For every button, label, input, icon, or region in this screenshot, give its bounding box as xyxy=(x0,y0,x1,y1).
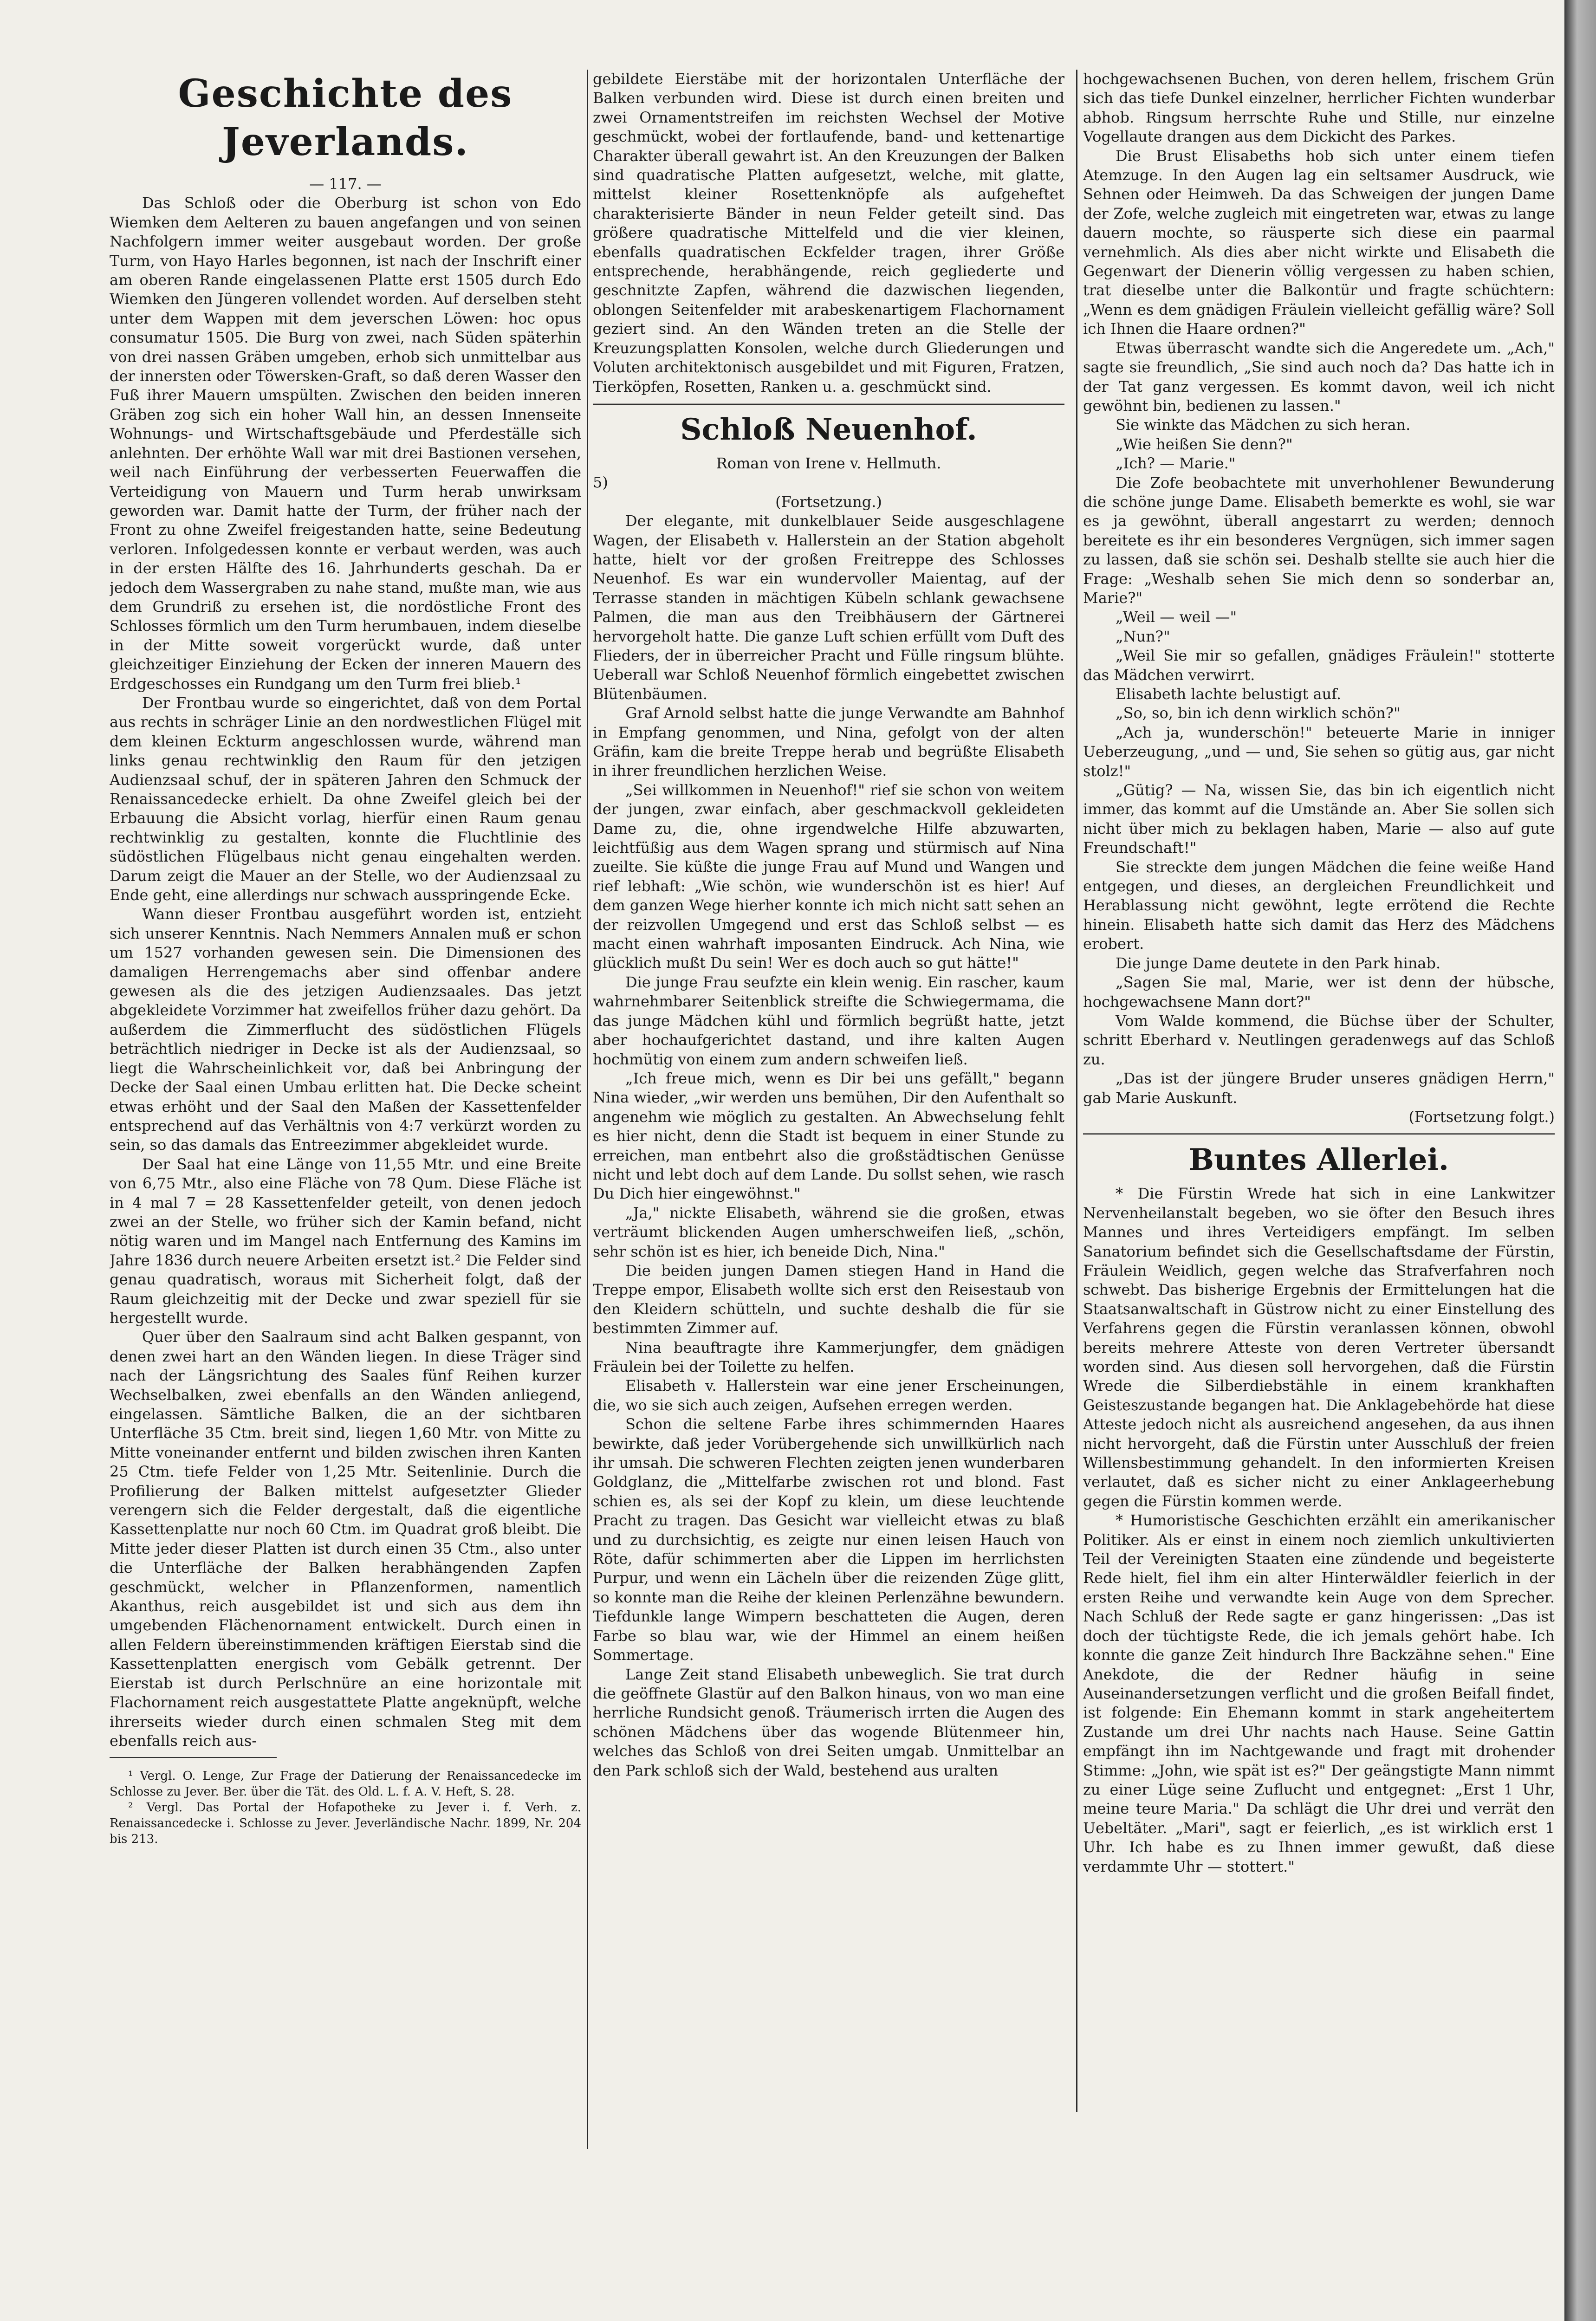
paragraph: Sie winkte das Mädchen zu sich heran. xyxy=(1116,416,1411,434)
footnote: ² Vergl. Das Portal der Hofapotheke zu Jever i. f. Verh. z. Renaissancedecke i. Schlosse zu Jever. Jeverländische Nachr. 1899, Nr. 204 bis 213. xyxy=(110,1801,581,1847)
paragraph: Etwas überrascht wandte sich die Angeredete um. „Ach," sagte sie freundlich, „Sie sind auch noch da? Das hatte ich in der Tat ganz vergessen. Es kommt davon, weil ich nicht gewöhnt bin, bedienen zu lassen." xyxy=(1083,339,1555,415)
paragraph: Das Schloß oder die Oberburg ist schon von Edo Wiemken dem Aelteren zu bauen angefangen und von seinen Nachfolgern immer weiter ausgebaut worden. Der große Turm, von Hayo Harles begonnen, ist nach der Inschrift einer am oberen Rande eingelassenen Platte erst 1505 durch Edo Wiemken den Jüngeren vollendet worden. Auf derselben steht unter dem Wappen mit dem jeverschen Löwen: hoc opus consumatur 1505. Die Burg von zwei, nach Süden späterhin von drei nassen Gräben umgeben, erhob sich unmittelbar aus der innersten oder Töwersken-Graft, so daß deren Wasser den Fuß ihrer Mauern umspülten. Zwischen den beiden inneren Gräben zog sich ein hoher Wall hin, an dessen Innenseite Wohnungs- und Wirtschaftsgebäude und Pferdeställe sich anlehnten. Der erhöhte Wall war mit drei Bastionen versehen, weil nach Einführung der verbesserten Feuerwaffen die Verteidigung von Mauern und Turm herab unwirksam geworden war. Damit hatte der Turm, der früher nach der Front zu ohne Zweifel freigestanden hatte, seine Bedeutung verloren. Infolgedessen konnte er verbaut werden, was auch in der ersten Hälfte des 16. Jahrhunderts geschah. Da er jedoch dem Wassergraben zu nahe stand, mußte man, wie aus dem Grundriß zu ersehen ist, die nordöstliche Front des Schlosses förmlich um den Turm herumbauen, indem dieselbe in der Mitte soweit vorgerückt wurde, daß unter gleichzeitiger Einziehung der Ecken der inneren Mauern des Erdgeschosses ein Rundgang um den Turm frei blieb.¹ xyxy=(110,194,581,693)
news-item: * Die Fürstin Wrede hat sich in eine Lankwitzer Nervenheilanstalt begeben, wo sie öfter den Besuch ihres Mannes und ihres Verteidigers empfängt. Im selben Sanatorium befindet sich die Gesellschaftsdame der Fürstin, Fräulein Weidlich, gegen welche das Strafverfahren noch schwebt. Das bisherige Ergebnis der Ermittelungen hat die Staatsanwaltschaft in Güstrow nicht zu einer Einstellung des Verfahrens gegen die Fürstin veranlassen können, obwohl bereits mehrere Atteste von deren Vertreter übersandt worden sind. Aus diesen soll hervorgehen, daß die Fürstin Wrede die Silberdiebstähle in einem krankhaften Geisteszustande begangen hat. Die Anklagebehörde hat diese Atteste jedoch nicht als ausreichend angesehen, da aus ihnen nicht hervorgeht, daß die Fürstin unter Ausschluß der freien Willensbestimmung gehandelt. In den informierten Kreisen verlautet, daß es sicher nicht zu einer Anklageerhebung gegen die Fürstin kommen werde. xyxy=(1083,1185,1555,1510)
paragraph: „Sagen Sie mal, Marie, wer ist denn der hübsche, hochgewachsene Mann dort?" xyxy=(1083,973,1555,1011)
paragraph: Graf Arnold selbst hatte die junge Verwandte am Bahnhof in Empfang genommen, und Nina, gefolgt von der alten Gräfin, kam die breite Treppe herab und begrüßte Elisabeth in ihrer freundlichen herzlichen Weise. xyxy=(593,704,1064,780)
section-rule xyxy=(1083,1133,1555,1135)
paragraph: „Wie heißen Sie denn?" xyxy=(1116,435,1293,453)
column-divider xyxy=(1076,70,1077,2112)
footnote: ¹ Vergl. O. Lenge, Zur Frage der Datierung der Renaissancedecke im Schlosse zu Jever. Ber. über die Tät. des Old. L. f. A. V. Heft, S. 28. xyxy=(110,1769,581,1799)
footnote-rule xyxy=(110,1757,277,1758)
section-rule xyxy=(593,403,1064,405)
novel-title: Schloß Neuenhof. xyxy=(680,412,977,447)
paragraph: hochgewachsenen Buchen, von deren hellem, frischem Grün sich das tiefe Dunkel einzelner, herrlicher Fichten wunderbar abhob. Ringsum herrschte Ruhe und Stille, nur einzelne Vogellaute drangen aus dem Dickicht des Parkes. xyxy=(1083,70,1555,146)
news-item: * Humoristische Geschichten erzählt ein amerikanischer Politiker. Als er einst in einem noch ziemlich unkultivierten Teil der Vereinigten Staaten eine zündende und begeisterte Rede hielt, fiel ihm ein alter Hinterwäldler feierlich in der ersten Reihe und verwandte kein Auge von dem Sprecher. Nach Schluß der Rede sagte er ganz hingerissen: „Das ist doch der tüchtigste Rede, die ich jemals gehört habe. Ich konnte die ganze Zeit hindurch Ihre Backzähne sehen." Eine Anekdote, die der Redner häufig in seine Auseinandersetzungen verflicht und die großen Beifall findet, ist folgende: Ein Ehemann kommt in stark angeheitertem Zustande um drei Uhr nachts nach Hause. Seine Gattin empfängt ihn im Nachtgewande und fragt mit drohender Stimme: „John, wie spät ist es?" Der geängstigte Mann nimmt zu einer Lüge seine Zuflucht und entgegnet: „Erst 1 Uhr, meine teure Maria." Da schlägt die Uhr drei und verrät den Uebeltäter. „Mari", sagt er feierlich, „es ist wirklich erst 1 Uhr. Ich habe es zu Ihnen immer gewußt, daß diese verdammte Uhr — stottert." xyxy=(1083,1511,1555,1875)
paragraph: „Gütig? — Na, wissen Sie, das bin ich eigentlich nicht immer, das kommt auf die Umstände an. Aber Sie sollen sich nicht über mich zu beklagen haben, Marie — also auf gute Freundschaft!" xyxy=(1083,781,1555,857)
paragraph: Nina beauftragte ihre Kammerjungfer, dem gnädigen Fräulein bei der Toilette zu helfen. xyxy=(593,1338,1064,1375)
installment-number: — 117. — xyxy=(309,175,382,193)
paragraph: Elisabeth v. Hallerstein war eine jener Erscheinungen, die, wo sie sich auch zeigen, Aufsehen erregen werden. xyxy=(593,1377,1064,1414)
novel-author: Roman von Irene v. Hellmuth. xyxy=(716,454,941,472)
paragraph: Die junge Frau seufzte ein klein wenig. Ein rascher, kaum wahrnehmbarer Seitenblick streifte die Schwiegermama, die das junge Mädchen kühl und förmlich begrüßt hatte, jetzt aber hochaufgerichtet dastand, und ihre kalten Augen hochmütig von einem zum andern schweifen ließ. xyxy=(593,973,1064,1068)
paragraph: Die Zofe beobachtete mit unverhohlener Bewunderung die schöne junge Dame. Elisabeth bemerkte es wohl, sie war es ja gewöhnt, überall angestarrt zu werden; dennoch bereitete es ihr ein besonderes Vergnügen, sich immer sagen zu lassen, daß sie schön sei. Deshalb stellte sie auch hier die Frage: „Weshalb sehen Sie mich denn so sonderbar an, Marie?" xyxy=(1083,473,1555,607)
paragraph: Der Saal hat eine Länge von 11,55 Mtr. und eine Breite von 6,75 Mtr., also eine Fläche von 78 Qum. Diese Fläche ist in 4 mal 7 = 28 Kassettenfelder geteilt, von denen jedoch zwei an der Stelle, wo früher sich der Kamin befand, nicht nötig waren und im Mangel nach Entfernung des Kamins im Jahre 1836 durch neuere Arbeiten ersetzt ist.² Die Felder sind genau quadratisch, woraus mit Sicherheit folgt, daß der Raum gleichzeitig mit der Decke und zwar speziell für sie hergestellt wurde. xyxy=(110,1155,581,1327)
paragraph: „So, so, bin ich denn wirklich schön?" xyxy=(1116,704,1401,722)
paragraph: „Ich? — Marie." xyxy=(1116,454,1236,473)
page-edge-shadow xyxy=(1564,0,1596,2321)
paragraph: Vom Walde kommend, die Büchse über der Schulter, schritt Eberhard v. Neutlingen geradenwegs auf das Schloß zu. xyxy=(1083,1011,1555,1068)
column-history xyxy=(110,70,581,2061)
history-title: Geschichte des Jeverlands. xyxy=(178,71,513,164)
paragraph: „Sei willkommen in Neuenhof!" rief sie schon von weitem der jungen, zwar einfach, aber geschmackvoll gekleideten Dame zu, die, ohne irgendwelche Hilfe abzuwarten, leichtfüßig aus dem Wagen sprang und stürmisch auf Nina zueilte. Sie küßte die junge Frau auf Mund und Wangen und rief lebhaft: „Wie schön, wie wunderschön ist es hier! Auf dem ganzen Wege hierher konnte ich mich nicht satt sehen an der reizvollen Umgegend und erst das Schloß selbst — es macht einen wahrhaft imposanten Eindruck. Ach Nina, wie glücklich mußt Du sein! Wer es doch auch so gut hätte!" xyxy=(593,781,1064,972)
paragraph: Die beiden jungen Damen stiegen Hand in Hand die Treppe empor, Elisabeth wollte sich erst den Reisestaub von den Kleidern schütteln, und suchte deshalb die für sie bestimmten Zimmer auf. xyxy=(593,1261,1064,1337)
column-novel-continued xyxy=(1083,70,1555,2056)
paragraph: „Weil Sie mir so gefallen, gnädiges Fräulein!" stotterte das Mädchen verwirrt. xyxy=(1083,647,1555,684)
column-divider xyxy=(587,70,588,2149)
paragraph: Die Brust Elisabeths hob sich unter einem tiefen Atemzuge. In den Augen lag ein seltsamer Ausdruck, wie Sehnen oder Heimweh. Da das Schweigen der jungen Dame der Zofe, welche zugleich mit eingetreten war, etwas zu lange dauern mochte, so räusperte sich diese ein paarmal vernehmlich. Als dies aber nicht wirkte und Elisabeth die Gegenwart der Dienerin völlig vergessen zu haben schien, trat dieselbe unter die Balkontür und fragte schüchtern: „Wenn es dem gnädigen Fräulein vielleicht gefällig wäre? Soll ich Ihnen die Haare ordnen?" xyxy=(1083,147,1555,338)
paragraph: Sie streckte dem jungen Mädchen die feine weiße Hand entgegen, und dieses, an dergleichen Freundlichkeit und Herablassung nicht gewöhnt, legte errötend die Rechte hinein. Elisabeth hatte sich damit das Herz des Mädchens erobert. xyxy=(1083,858,1555,953)
to-be-continued: (Fortsetzung folgt.) xyxy=(1408,1108,1555,1126)
column-novel xyxy=(593,70,1064,2149)
continuation-note: (Fortsetzung.) xyxy=(775,493,882,511)
novel-part xyxy=(593,473,1064,492)
paragraph: gebildete Eierstäbe mit der horizontalen Unterfläche der Balken verbunden wird. Diese ist durch einen breiten und zwei Ornamentstreifen im reichsten Wechsel der Motive geschmückt, wobei der fortlaufende, band- und kettenartige Charakter überall gewahrt ist. An den Kreuzungen der Balken sind quadratische Platten aufgesetzt, welche, mit glatte, mittelst kleiner Rosettenknöpfe als aufgeheftet charakterisierte Bänder in neun Felder geteilt sind. Das größere quadratische Mittelfeld und die vier kleinen, ebenfalls quadratischen Eckfelder tragen, ihrer Größe entsprechende, herabhängende, reich gegliederte und geschnitzte Zapfen, während die dazwischen liegenden, oblongen Seitenfelder mit arabeskenartigem Flachornament geziert sind. An den Wänden treten an die Stelle der Kreuzungsplatten Konsolen, welche durch Gliederungen und Voluten architektonisch ausgebildet und mit Figuren, Fratzen, Tierköpfen, Rosetten, Ranken u. a. geschmückt sind. xyxy=(593,70,1064,395)
footnotes xyxy=(110,1768,581,1847)
paragraph: Lange Zeit stand Elisabeth unbeweglich. Sie trat durch die geöffnete Glastür auf den Balkon hinaus, von wo man eine herrliche Rundsicht genoß. Träumerisch irrten die Augen des schönen Mädchens über das wogende Blütenmeer hin, welches das Schloß von drei Seiten umgab. Unmittelbar an den Park schloß sich der Wald, bestehend aus uralten xyxy=(593,1665,1064,1779)
paragraph: Schon die seltene Farbe ihres schimmernden Haares bewirkte, daß jeder Vorübergehende sich unwillkürlich nach ihr umsah. Die schweren Flechten zeigten jenen wunderbaren Goldglanz, die „Mittelfarbe zwischen rot und blond. Fast schien es, als sei der Kopf zu klein, um diese leuchtende Pracht zu tragen. Das Gesicht war vielleicht etwas zu blaß und zu durchsichtig, es zeigte nur einen leisen Hauch von Röte, dafür schimmerten aber die Lippen im herrlichsten Purpur, und wenn ein Lächeln über die reizenden Züge glitt, so konnte man die Reihe der kleinen Perlenzähne bewundern. Tiefdunkle lange Wimpern beschatteten die Augen, deren Farbe so blau war, wie der Himmel an einem heißen Sommertage. xyxy=(593,1415,1064,1664)
paragraph: Elisabeth lachte belustigt auf. xyxy=(1116,685,1342,703)
misc-title: Buntes Allerlei. xyxy=(1188,1142,1449,1178)
paragraph: Der Frontbau wurde so eingerichtet, daß von dem Portal aus rechts in schräger Linie an den nordwestlichen Flügel mit dem kleinen Eckturm angeschlossen wurde, während man links genau rechtwinklig den Raum für den jetzigen Audienzsaal schuf, der in späteren Jahren den Schmuck der Renaissancedecke erhielt. Da ohne Zweifel gleich bei der Erbauung die Absicht vorlag, hierfür einen Raum genau rechtwinklig zu gestalten, konnte die Fluchtlinie des südöstlichen Flügelbaus nicht genau eingehalten werden. Darum zeigt die Mauer an der Stelle, wo der Audienzsaal zu Ende geht, eine allerdings nur schwach ausspringende Ecke. xyxy=(110,694,581,904)
paragraph: „Nun?" xyxy=(1116,627,1170,645)
paragraph: Wann dieser Frontbau ausgeführt worden ist, entzieht sich unserer Kenntnis. Nach Nemmers Annalen muß er schon um 1527 vorhanden gewesen sein. Die Dimensionen des damaligen Herrengemachs aber sind offenbar andere gewesen als die des jetzigen Audienzsaales. Das jetzt abgekleidete Vorzimmer hat zweifellos früher dazu gehört. Da außerdem die Zimmerflucht des südöstlichen Flügels beträchtlich niedriger in Decke ist als der Audienzsaal, so liegt die Wahrscheinlichkeit vor, daß bei Anbringung der Decke der Saal einen Umbau erlitten hat. Die Decke scheint etwas erhöht und der Saal den Maßen der Kassettenfelder entsprechend auf das Verhältnis von 4:7 verkürzt worden zu sein, so das damals das Entreezimmer abgekleidet wurde. xyxy=(110,905,581,1154)
paragraph: „Das ist der jüngere Bruder unseres gnädigen Herrn," gab Marie Auskunft. xyxy=(1083,1070,1555,1107)
paragraph: „Weil — weil —" xyxy=(1116,608,1237,626)
paragraph: Die junge Dame deutete in den Park hinab. xyxy=(1116,954,1441,972)
paragraph: Quer über den Saalraum sind acht Balken gespannt, von denen zwei hart an den Wänden liegen. In diese Träger sind nach der Längsrichtung des Saales fünf Reihen kurzer Wechselbalken, zwei ebenfalls an den Wänden anliegend, eingelassen. Sämtliche Balken, die an der sichtbaren Unterfläche 35 Ctm. breit sind, liegen 1,60 Mtr. von Mitte zu Mitte voneinander entfernt und bilden zwischen ihren Kanten 25 Ctm. tiefe Felder von 1,25 Mtr. Seitenlinie. Durch die Profilierung der Balken mittelst aufgesetzter Glieder verengern sich die Felder dergestalt, daß die eigentliche Kassettenplatte nur noch 60 Ctm. im Quadrat groß bleibt. Die Mitte jeder dieser Platten ist durch einen 35 Ctm., also unter die Unterfläche der Balken herabhängenden Zapfen geschmückt, welcher in Pflanzenformen, namentlich Akanthus, reich ausgebildet ist und sich aus dem ihn umgebenden Flächenornament entwickelt. Durch einen in allen Feldern übereinstimmenden kräftigen Eierstab sind die Kassettenplatten energisch vom Gebälk getrennt. Der Eierstab ist durch Perlschnüre an eine horizontale mit Flachornament reich ausgestattete Platte angeknüpft, welche ihrerseits wieder durch einen schmalen Steg mit dem ebenfalls reich aus- xyxy=(110,1328,581,1750)
paragraph: „Ich freue mich, wenn es Dir bei uns gefällt," begann Nina wieder, „wir werden uns bemühen, Dir den Aufenthalt so angenehm wie möglich zu gestalten. An Abwechselung fehlt es hier nicht, denn die Stadt ist bequem in einer Stunde zu erreichen, man entbehrt also die großstädtischen Genüsse nicht und lebt doch auf dem Lande. Du sollst sehen, wie rasch Du Dich hier eingewöhnst." xyxy=(593,1069,1064,1203)
part-number: 5) xyxy=(593,473,608,492)
paragraph: „Ja," nickte Elisabeth, während sie die großen, etwas verträumt blickenden Augen umherschweifen ließ, „schön, sehr schön ist es hier, ich beneide Dich, Nina." xyxy=(593,1204,1064,1260)
paragraph: „Ach ja, wunderschön!" beteuerte Marie in inniger Ueberzeugung, „und — und, Sie sehen so gütig aus, gar nicht stolz!" xyxy=(1083,723,1555,780)
paragraph: Der elegante, mit dunkelblauer Seide ausgeschlagene Wagen, der Elisabeth v. Hallerstein an der Station abgeholt hatte, hielt vor der großen Freitreppe des Schlosses Neuenhof. Es war ein wundervoller Maientag, auf der Terrasse standen in mächtigen Kübeln schlank gewachsene Palmen, die man aus den Treibhäusern der Gärtnerei hervorgeholt hatte. Die ganze Luft schien erfüllt vom Duft des Flieders, der in überreicher Pracht und Fülle ringsum blühte. Ueberall war Schloß Neuenhof förmlich eingebettet zwischen Blütenbäumen. xyxy=(593,512,1064,703)
